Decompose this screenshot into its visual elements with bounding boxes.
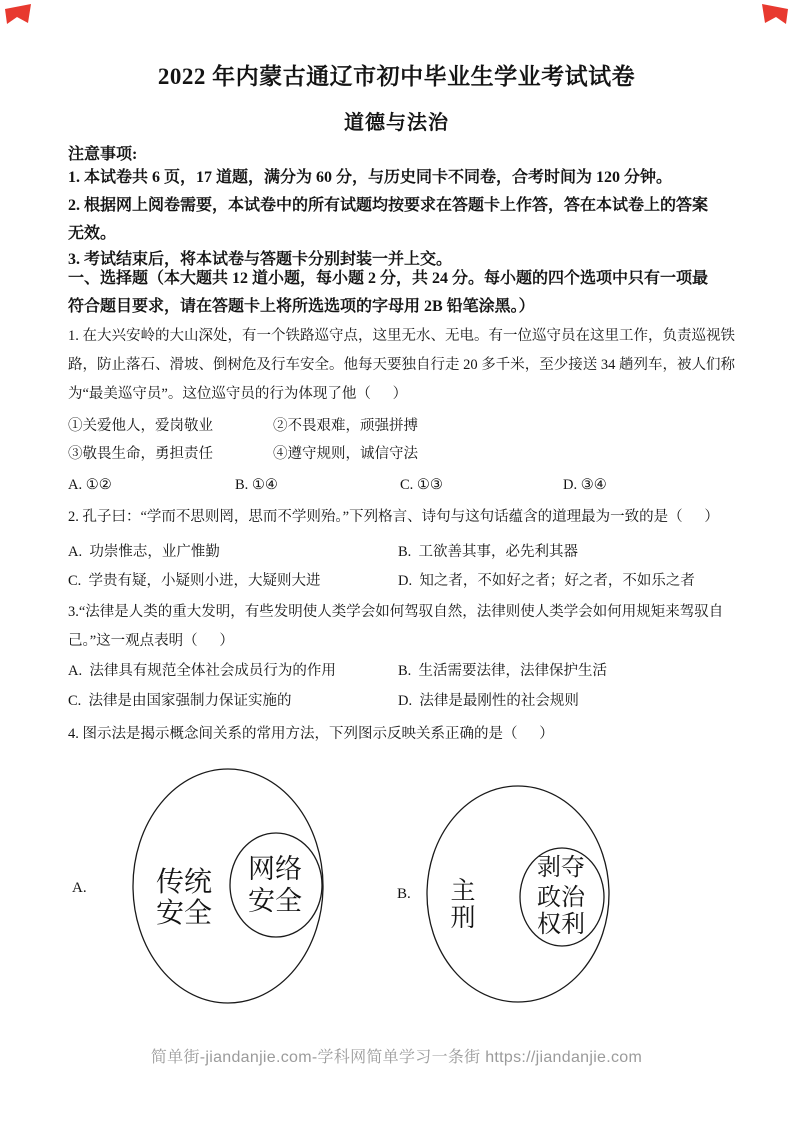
venn-a-label: A. [72, 880, 87, 896]
q1-choice-b: B. ①④ [235, 477, 278, 493]
q3-choice-d: D. 法律是最刚性的社会规则 [398, 693, 579, 709]
question-2-line1: 2. 孔子曰：“学而不思则罔，思而不学则殆。”下列格言、诗句与这句话蕴含的道理最为一致的是（ ） [68, 509, 719, 525]
section-heading-line1: 一、选择题（本大题共 12 道小题，每小题 2 分，共 24 分。每小题的四个选项中只有一项最 [68, 270, 709, 287]
notice-item-2-line1: 2. 根据网上阅卷需要，本试卷中的所有试题均按要求在答题卡上作答，答在本试卷上的答案 [68, 197, 709, 214]
notice-item-3: 3. 考试结束后，将本试卷与答题卡分别封装一并上交。 [68, 251, 453, 268]
notice-item-2-line2: 无效。 [68, 225, 117, 242]
q2-choice-b: B. 工欲善其事，必先利其器 [398, 544, 579, 560]
venn-b-label: B. [397, 886, 411, 902]
q1-suboption-4: ④遵守规则，诚信守法 [273, 446, 418, 462]
q3-choice-a: A. 法律具有规范全体社会成员行为的作用 [68, 663, 336, 679]
venn-b-outer-text-line2: 刑 [450, 905, 476, 932]
question-4-line1: 4. 图示法是揭示概念间关系的常用方法，下列图示反映关系正确的是（ ） [68, 726, 554, 742]
venn-a-inner-text-line1: 网络 [248, 854, 302, 884]
section-heading-line2: 符合题目要求，请在答题卡上将所选选项的字母用 2B 铅笔涂黑。） [68, 298, 535, 315]
q3-choice-c: C. 法律是由国家强制力保证实施的 [68, 693, 292, 709]
ribbon-right-icon [759, 3, 789, 29]
notice-heading: 注意事项: [68, 146, 138, 163]
venn-b-inner-text-line3: 权利 [537, 912, 585, 938]
ribbon-left-icon [4, 3, 34, 29]
question-3-line2: 己。”这一观点表明（ ） [68, 633, 234, 649]
q1-choice-c: C. ①③ [400, 477, 443, 493]
q2-choice-c: C. 学贵有疑，小疑则小进，大疑则大进 [68, 573, 321, 589]
q1-suboption-2: ②不畏艰难，顽强拼搏 [273, 418, 418, 434]
q3-choice-b: B. 生活需要法律，法律保护生活 [398, 663, 608, 679]
q1-choice-d: D. ③④ [563, 477, 607, 493]
q1-suboption-1: ①关爱他人，爱岗敬业 [68, 418, 213, 434]
question-1-line3: 为“最美巡守员”。这位巡守员的行为体现了他（ ） [68, 386, 408, 402]
venn-a-outer-text-line1: 传统 [155, 867, 213, 898]
venn-a-inner-text-line2: 安全 [248, 886, 302, 916]
page-title: 2022 年内蒙古通辽市初中毕业生学业考试试卷 [157, 64, 636, 89]
notice-item-1: 1. 本试卷共 6 页，17 道题，满分为 60 分，与历史同卡不同卷，合考时间为 120 分钟。 [68, 169, 673, 186]
question-3-line1: 3.“法律是人类的重大发明，有些发明使人类学会如何驾驭自然，法律则使人类学会如何用规矩来驾驭自 [68, 604, 724, 620]
q1-suboption-3: ③敬畏生命，勇担责任 [68, 446, 213, 462]
venn-b-outer-text-line1: 主 [450, 878, 476, 905]
venn-a-inner-ellipse [230, 833, 322, 937]
q1-choice-a: A. ①② [68, 477, 112, 493]
venn-b-inner-text-line1: 剥夺 [537, 855, 585, 881]
paper-subtitle: 道德与法治 [344, 112, 449, 134]
question-1-line1: 1. 在大兴安岭的大山深处，有一个铁路巡守点，这里无水、无电。有一位巡守员在这里工作，负责巡视铁 [68, 328, 735, 344]
q2-choice-d: D. 知之者，不如好之者；好之者，不如乐之者 [398, 573, 695, 589]
venn-b-inner-text-line2: 政治 [537, 885, 585, 911]
q2-choice-a: A. 功崇惟志，业广惟勤 [68, 544, 220, 560]
q4-venn-diagrams [60, 755, 740, 1010]
watermark-footer: 简单街-jiandanjie.com-学科网简单学习一条街 https://jiandanjie.com [150, 1049, 643, 1066]
question-1-line2: 路，防止落石、滑坡、倒树危及行车安全。他每天要独自行走 20 多千米，至少接送 34 趟列车，被人们称 [68, 357, 735, 373]
venn-a-outer-text-line2: 安全 [155, 898, 213, 929]
